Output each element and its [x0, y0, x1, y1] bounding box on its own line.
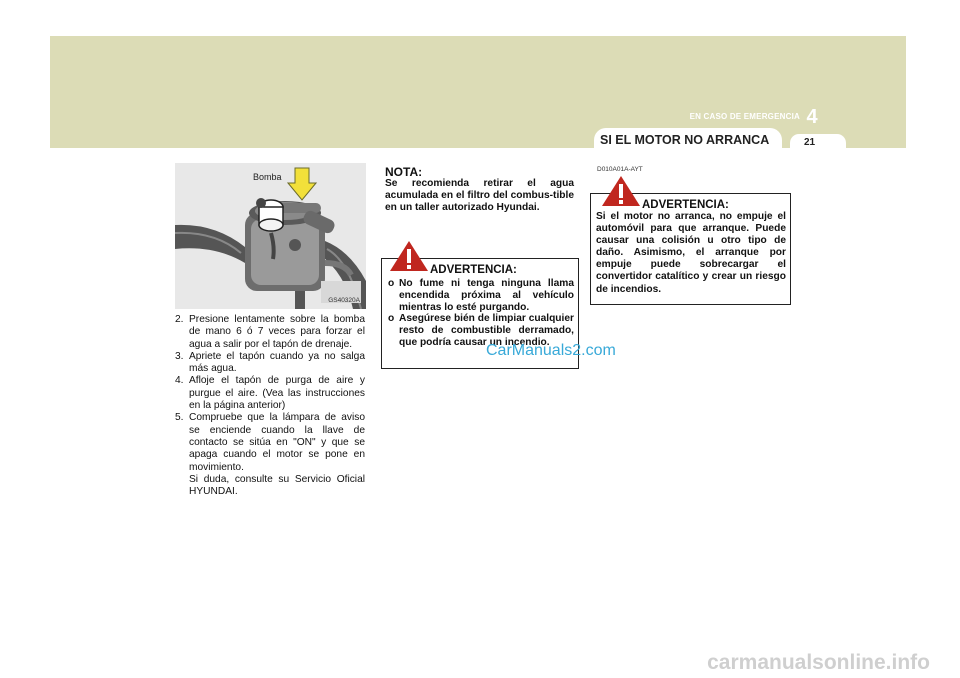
- page-number: 21: [804, 137, 816, 148]
- step-item: 5. Compruebe que la lámpara de aviso se enciende cuando la llave de contacto se sitúa en "ON" y que se apaga cuando el motor se pone en movimiento.: [175, 412, 365, 473]
- warning-triangle-icon: [389, 240, 429, 272]
- warning-heading: ADVERTENCIA:: [430, 264, 517, 276]
- chapter-title: EN CASO DE EMERGENCIA: [689, 112, 800, 121]
- step-item: 3. Apriete el tapón cuando ya no salga más agua.: [175, 350, 365, 375]
- note-text: Se recomienda retirar el agua acumulada en el filtro del combus-tible en un taller autorizado Hyundai.: [385, 178, 574, 214]
- warning-text: Si el motor no arranca, no empuje el automóvil para que arranque. Puede causar una colisión u otro tipo de daño. Asimismo, el arranque por empuje puede sobrecargar el convertidor catalítico y crear un riesgo de incendios.: [596, 211, 786, 295]
- doc-code: D010A01A-AYT: [597, 166, 643, 173]
- figure-label: Bomba: [253, 172, 282, 182]
- warning-item: o No fume ni tenga ninguna llama encendida próxima al vehículo mientras lo esté purgando.: [388, 278, 574, 313]
- warning-heading: ADVERTENCIA:: [642, 199, 729, 211]
- watermark-middle: CarManuals2.com: [486, 342, 616, 359]
- section-title: SI EL MOTOR NO ARRANCA: [600, 133, 770, 147]
- instruction-steps: [175, 314, 365, 498]
- warning-list: [388, 278, 574, 349]
- watermark-footer: carmanualsonline.info: [707, 651, 930, 674]
- warning-item: o Asegúrese bién de limpiar cualquier resto de combustible derramado, que podría causar un incendio.: [388, 313, 574, 348]
- figure-code: GS40320A: [328, 297, 360, 304]
- warning-triangle-icon: [601, 175, 641, 207]
- down-arrow-icon: [287, 167, 317, 201]
- pump-figure: [175, 163, 366, 309]
- step-item: 2. Presione lentamente sobre la bomba de mano 6 ó 7 veces para forzar el agua a salir por el tapón de drenaje.: [175, 314, 365, 350]
- step-item: Si duda, consulte su Servicio Oficial HYUNDAI.: [189, 473, 365, 498]
- chapter-number: 4: [806, 106, 818, 128]
- pump-illustration: [175, 163, 366, 309]
- note-heading: NOTA:: [385, 165, 423, 179]
- warning-box-right: [590, 193, 791, 305]
- page-tab: [790, 134, 846, 150]
- step-item: 4. Afloje el tapón de purga de aire y purgue el aire. (Vea las instrucciones en la página anterior): [175, 375, 365, 412]
